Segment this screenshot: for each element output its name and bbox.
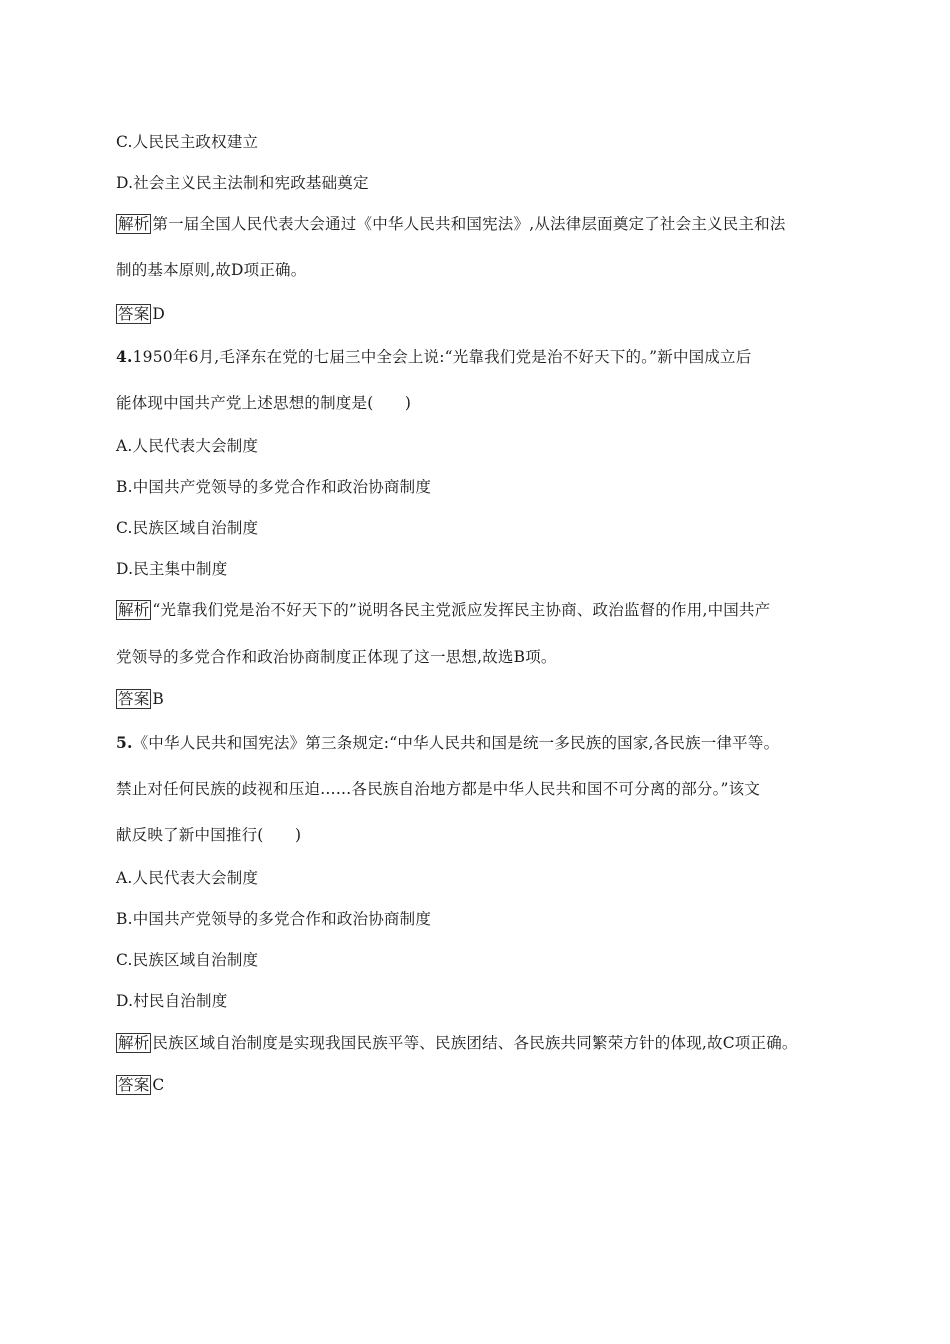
q5-option-c: C.民族区域自治制度	[116, 951, 259, 969]
q5-answer-value: C	[152, 1076, 165, 1094]
q4-analysis-text-1: “光靠我们党是治不好天下的”说明各民主党派应发挥民主协商、政治监督的作用,中国共产	[152, 601, 771, 619]
q4-number: 4.	[116, 347, 133, 366]
q4-stem-text-1: 1950年6月,毛泽东在党的七届三中全会上说:“光靠我们党是治不好天下的。”新中国成立后	[132, 348, 752, 366]
answer-tag: 答案	[118, 1076, 150, 1094]
q5-stem-text-1: 《中华人民共和国宪法》第三条规定:“中华人民共和国是统一多民族的国家,各民族一律平等。	[132, 734, 780, 752]
q5-analysis	[116, 1033, 846, 1053]
q3-option-d: D.社会主义民主法制和宪政基础奠定	[116, 174, 369, 192]
q4-answer-value: B	[152, 690, 164, 708]
analysis-tag: 解析	[118, 601, 150, 619]
q3-answer	[116, 304, 846, 324]
answer-tag: 答案	[118, 305, 150, 323]
q4-stem-text-2: 能体现中国共产党上述思想的制度是( )	[116, 394, 412, 412]
analysis-tag: 解析	[118, 215, 150, 233]
q5-option-a: A.人民代表大会制度	[116, 869, 259, 887]
q5-stem-text-3: 献反映了新中国推行( )	[116, 826, 302, 844]
answer-tag: 答案	[118, 690, 150, 708]
q4-option-b: B.中国共产党领导的多党合作和政治协商制度	[116, 478, 432, 496]
q5-option-d: D.村民自治制度	[116, 992, 228, 1010]
analysis-tag: 解析	[118, 1034, 150, 1052]
q4-analysis-text-2: 党领导的多党合作和政治协商制度正体现了这一思想,故选B项。	[116, 648, 557, 666]
q3-answer-value: D	[152, 305, 166, 323]
q4-option-c: C.民族区域自治制度	[116, 519, 259, 537]
q4-analysis	[116, 600, 846, 620]
q3-analysis-text-2: 制的基本原则,故D项正确。	[116, 261, 307, 279]
q4-option-d: D.民主集中制度	[116, 560, 228, 578]
q5-number: 5.	[116, 733, 133, 752]
q3-option-c: C.人民民主政权建立	[116, 133, 259, 151]
q4-option-a: A.人民代表大会制度	[116, 437, 259, 455]
q3-analysis	[116, 214, 846, 234]
q5-stem-text-2: 禁止对任何民族的歧视和压迫……各民族自治地方都是中华人民共和国不可分离的部分。”该文	[116, 780, 761, 798]
q4-stem	[116, 347, 846, 367]
q5-analysis-text-1: 民族区域自治制度是实现我国民族平等、民族团结、各民族共同繁荣方针的体现,故C项正确。	[152, 1034, 798, 1052]
q5-option-b: B.中国共产党领导的多党合作和政治协商制度	[116, 910, 432, 928]
q4-answer	[116, 689, 846, 709]
q3-analysis-text-1: 第一届全国人民代表大会通过《中华人民共和国宪法》,从法律层面奠定了社会主义民主和法	[152, 215, 786, 233]
q5-stem	[116, 733, 846, 753]
q5-answer	[116, 1075, 846, 1095]
